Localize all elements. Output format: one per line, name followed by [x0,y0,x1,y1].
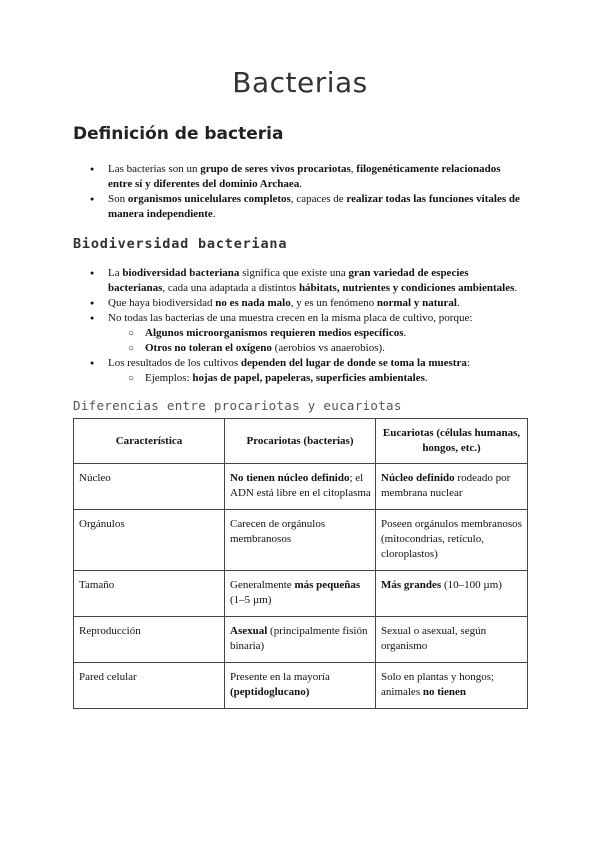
text-run: (aerobios vs anaerobios). [271,342,385,354]
bold-text: gran variedad de especies bacterianas [108,267,469,294]
bullet-icon: ● [90,269,95,277]
table-row [74,663,528,709]
list-item [0,356,525,371]
text-run: Pared celular [79,671,137,683]
text-run: Carecen de orgánulos membranosos [230,518,326,545]
sub-list-item [0,341,525,356]
bold-text: (peptidoglucano) [230,686,310,698]
list-item [0,266,525,296]
list-item [0,162,525,192]
text-run: Los resultados de los cultivos [108,357,241,369]
table-cell [74,663,225,709]
bold-text: hojas de papel, papeleras, superficies ambientales [192,372,425,384]
text-run: rodeado por membrana nuclear [381,472,511,499]
list-item [0,311,525,326]
bullet-icon: ● [90,299,95,307]
table-cell [225,464,376,510]
text-run: (1–5 µm) [230,594,272,606]
table-row [74,464,528,510]
bold-text: más pequeñas [294,579,361,591]
text-run: , y es un fenómeno [290,297,377,309]
text-run: Son [108,193,128,205]
text-run: Ejemplos: [145,372,193,384]
table-row [74,510,528,571]
text-run: significa que existe una [239,267,349,279]
bold-text: realizar todas las funciones vitales de manera independiente [108,193,520,220]
bold-text: dependen del lugar de donde se toma la muestra [240,357,467,369]
table-row [74,571,528,617]
text-run: . [424,372,428,384]
bullet-icon: ● [90,359,95,367]
bold-text: no es nada malo [215,297,291,309]
list-item [0,192,525,222]
table-header-cell: Procariotas (bacterias) [225,419,376,464]
section-heading-biodiversidad: Biodiversidad bacteriana [73,236,288,252]
text-run: , capaces de [290,193,347,205]
text-run: (principalmente fisión binaria) [230,625,368,652]
circle-bullet-icon: ○ [128,328,135,339]
table-header-cell: Eucariotas (células humanas, hongos, etc.) [376,419,528,464]
section-heading-diferencias: Diferencias entre procariotas y eucariotas [73,398,402,413]
biodiversidad-list [0,266,525,386]
bold-text: grupo de seres vivos procariotas [200,163,351,175]
text-run: Sexual o asexual, según organismo [381,625,487,652]
section-heading-definicion: Definición de bacteria [73,124,284,144]
list-item [0,296,525,311]
text-run: Las bacterias son un [108,163,201,175]
table-cell [376,617,528,663]
text-run: Núcleo [79,472,111,484]
bullet-icon: ● [90,165,95,173]
text-run: , cada una adaptada a distintos [162,282,299,294]
table-header-cell: Característica [74,419,225,464]
definicion-list [0,162,525,222]
table-cell [376,571,528,617]
bold-text: Más grandes [381,579,442,591]
text-run: Reproducción [79,625,141,637]
text-run: : [466,357,470,369]
circle-bullet-icon: ○ [128,373,135,384]
text-run: Tamaño [79,579,115,591]
table-header-row [74,419,528,464]
page-title: Bacterias [232,66,368,99]
table-cell [376,464,528,510]
circle-bullet-icon: ○ [128,343,135,354]
bold-text: normal y natural [376,297,457,309]
text-run: Presente en la mayoría [230,671,330,683]
text-run: . [403,327,407,339]
table-cell [74,617,225,663]
table-row [74,617,528,663]
bullet-icon: ● [90,314,95,322]
bold-text: Algunos microorganismos requieren medios específicos [145,327,404,339]
bold-text: No tienen núcleo definido [230,472,350,484]
text-run: No todas las bacterias de una muestra crecen en la misma placa de cultivo, porque: [108,312,473,324]
table-cell [225,617,376,663]
bold-text: filogenéticamente relacionados entre sí y diferentes del dominio Archaea [108,163,501,190]
text-run: . [299,178,303,190]
bullet-icon: ● [90,195,95,203]
comparison-table [73,418,528,709]
table-cell [74,464,225,510]
text-run: Generalmente [230,579,295,591]
table-cell [74,571,225,617]
table-cell [376,663,528,709]
table-cell [74,510,225,571]
sub-list-item [0,371,525,386]
text-run: Poseen orgánulos membranosos (mitocondrias, retículo, cloroplastos) [381,518,522,560]
bold-text: biodiversidad bacteriana [122,267,240,279]
bold-text: no tienen [422,686,466,698]
table-cell [225,510,376,571]
table-cell [376,510,528,571]
table-cell [225,663,376,709]
text-run: Solo en plantas y hongos; animales [381,671,495,698]
text-run: . [212,208,216,220]
sub-list-item [0,326,525,341]
bold-text: hábitats, nutrientes y condiciones ambientales [298,282,515,294]
text-run: Orgánulos [79,518,125,530]
text-run: La [108,267,123,279]
bold-text: Otros no toleran el oxígeno [145,342,272,354]
text-run: ; el ADN está libre en el citoplasma [230,472,371,499]
table-cell [225,571,376,617]
bold-text: Núcleo definido [381,472,455,484]
text-run: Que haya biodiversidad [108,297,216,309]
bold-text: organismos unicelulares completos [127,193,291,205]
text-run: (10–100 µm) [441,579,502,591]
text-run: . [456,297,460,309]
text-run: . [514,282,518,294]
text-run: , [350,163,357,175]
bold-text: Asexual [230,625,268,637]
